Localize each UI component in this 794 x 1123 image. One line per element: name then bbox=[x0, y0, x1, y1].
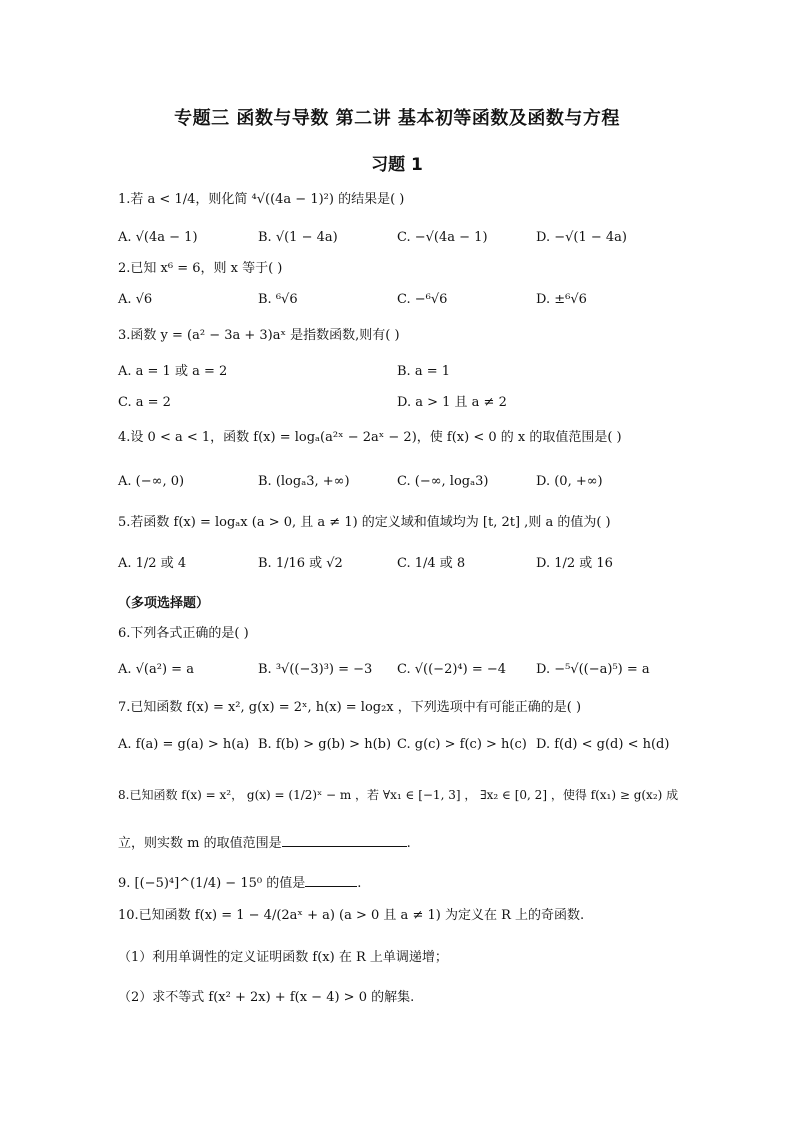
question-6-option-a: A. √(a²) = a bbox=[118, 662, 194, 677]
question-2-option-c: C. −⁶√6 bbox=[397, 292, 448, 307]
question-4-option-b: B. (logₐ3, +∞) bbox=[258, 474, 350, 489]
question-9-stem: 9. [(−5)⁴]^(1/4) − 15⁰ 的值是 bbox=[118, 876, 306, 891]
question-6-stem: 6.下列各式正确的是( ) bbox=[118, 626, 249, 641]
question-1-option-d: D. −√(1 − 4a) bbox=[536, 230, 627, 245]
question-3-option-c: C. a = 2 bbox=[118, 395, 171, 410]
section-heading-multiple-choice: （多项选择题） bbox=[118, 596, 210, 611]
question-8-line-2 bbox=[118, 832, 688, 854]
question-2-option-b: B. ⁶√6 bbox=[258, 292, 298, 307]
question-8-line-2-text: 立，则实数 m 的取值范围是 bbox=[118, 836, 282, 851]
question-10-part-1: （1）利用单调性的定义证明函数 f(x) 在 R 上单调递增； bbox=[118, 950, 448, 965]
question-10-part-2: （2）求不等式 f(x² + 2x) + f(x − 4) > 0 的解集. bbox=[118, 990, 415, 1005]
question-3-option-a: A. a = 1 或 a = 2 bbox=[118, 364, 228, 379]
question-1-option-b: B. √(1 − 4a) bbox=[258, 230, 338, 245]
question-6-option-b: B. ³√((−3)³) = −3 bbox=[258, 662, 373, 677]
question-1-option-c: C. −√(4a − 1) bbox=[397, 230, 488, 245]
question-7-option-a: A. f(a) = g(a) > h(a) bbox=[118, 737, 250, 752]
page-subtitle: 习题 1 bbox=[371, 155, 423, 175]
question-3-option-d: D. a > 1 且 a ≠ 2 bbox=[397, 395, 507, 410]
question-7-option-b: B. f(b) > g(b) > h(b) bbox=[258, 737, 392, 752]
question-7-option-d: D. f(d) < g(d) < h(d) bbox=[536, 737, 670, 752]
question-7-option-c: C. g(c) > f(c) > h(c) bbox=[397, 737, 527, 752]
page-title: 专题三 函数与导数 第二讲 基本初等函数及函数与方程 bbox=[174, 108, 620, 129]
question-4-option-c: C. (−∞, logₐ3) bbox=[397, 474, 489, 489]
question-2-stem: 2.已知 x⁶ = 6，则 x 等于( ) bbox=[118, 261, 283, 276]
question-2-option-d: D. ±⁶√6 bbox=[536, 292, 587, 307]
question-1-stem: 1.若 a < 1/4，则化简 ⁴√((4a − 1)²) 的结果是( ) bbox=[118, 192, 405, 207]
question-8-period: . bbox=[406, 836, 411, 851]
question-9-line bbox=[118, 872, 688, 894]
question-10-stem: 10.已知函数 f(x) = 1 − 4/(2aˣ + a) (a > 0 且 a ≠ 1) 为定义在 R 上的奇函数. bbox=[118, 908, 585, 923]
question-5-option-b: B. 1/16 或 √2 bbox=[258, 556, 343, 571]
question-5-option-a: A. 1/2 或 4 bbox=[118, 556, 187, 571]
question-8-line-1: 8.已知函数 f(x) = x²， g(x) = (1/2)ˣ − m ，若 ∀x₁ ∈ [−1, 3] ， ∃x₂ ∈ [0, 2] ，使得 f(x₁) ≥ g(x₂) 成 bbox=[118, 788, 679, 802]
question-7-stem: 7.已知函数 f(x) = x², g(x) = 2ˣ, h(x) = log₂x ，下列选项中有可能正确的是( ) bbox=[118, 700, 582, 715]
answer-blank-q8 bbox=[282, 832, 407, 847]
question-5-option-c: C. 1/4 或 8 bbox=[397, 556, 466, 571]
question-4-option-d: D. (0, +∞) bbox=[536, 474, 603, 489]
question-6-option-c: C. √((−2)⁴) = −4 bbox=[397, 662, 507, 677]
question-3-stem: 3.函数 y = (a² − 3a + 3)aˣ 是指数函数,则有( ) bbox=[118, 328, 400, 343]
question-5-option-d: D. 1/2 或 16 bbox=[536, 556, 613, 571]
question-9-period: . bbox=[357, 876, 362, 891]
question-3-option-b: B. a = 1 bbox=[397, 364, 450, 379]
question-5-stem: 5.若函数 f(x) = logₐx (a > 0, 且 a ≠ 1) 的定义域和值域均为 [t, 2t] ,则 a 的值为( ) bbox=[118, 515, 611, 530]
question-6-option-d: D. −⁵√((−a)⁵) = a bbox=[536, 662, 650, 677]
question-1-option-a: A. √(4a − 1) bbox=[118, 230, 198, 245]
question-2-option-a: A. √6 bbox=[118, 292, 153, 307]
answer-blank-q9 bbox=[305, 872, 357, 887]
question-4-option-a: A. (−∞, 0) bbox=[118, 474, 185, 489]
question-4-stem: 4.设 0 < a < 1，函数 f(x) = logₐ(a²ˣ − 2aˣ − 2)，使 f(x) < 0 的 x 的取值范围是( ) bbox=[118, 430, 622, 445]
